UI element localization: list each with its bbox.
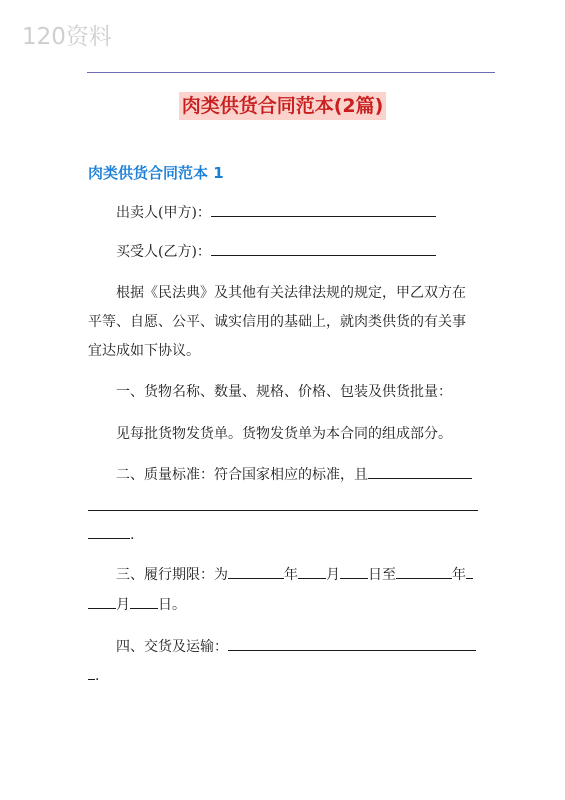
item2-line2 <box>88 496 480 517</box>
start-day-blank <box>340 564 368 579</box>
unit-year-end: 年 <box>452 567 466 583</box>
seller-blank <box>211 202 436 217</box>
buyer-label: 买受人(乙方)： <box>116 244 211 260</box>
item2-blank-3 <box>88 524 130 539</box>
item2-label: 二、质量标准：符合国家相应的标准，且 <box>116 467 368 483</box>
item3-line <box>88 564 508 585</box>
unit-month: 月 <box>326 567 340 583</box>
buyer-blank <box>211 241 436 256</box>
unit-day-end: 日。 <box>158 597 186 613</box>
item4-label: 四、交货及运输： <box>116 639 228 655</box>
section-heading: 肉类供货合同范本 1 <box>88 164 224 182</box>
item2-period: . <box>130 527 135 543</box>
seller-line <box>88 202 508 223</box>
para1-line3: 宜达成如下协议。 <box>88 343 200 359</box>
end-month-blank <box>88 594 116 609</box>
end-year-tail-blank <box>466 564 473 579</box>
item3-line2 <box>88 594 480 615</box>
document-title: 肉类供货合同范本(2篇) <box>179 92 387 120</box>
para1-line1: 根据《民法典》及其他有关法律法规的规定，甲乙双方在 <box>116 285 466 301</box>
start-month-blank <box>298 564 326 579</box>
item1-text: 见每批货物发货单。货物发货单为本合同的组成部分。 <box>116 426 452 442</box>
document-title-wrap <box>0 92 565 120</box>
item2-blank-1 <box>368 464 472 479</box>
item2-line <box>88 464 508 485</box>
item4-blank-1 <box>228 636 476 651</box>
item4-line <box>88 636 508 657</box>
item3-label: 三、履行期限：为 <box>116 567 228 583</box>
seller-label: 出卖人(甲方)： <box>116 205 211 221</box>
item1-heading: 一、货物名称、数量、规格、价格、包装及供货批量： <box>116 384 452 400</box>
watermark: 120资料 <box>22 24 112 50</box>
end-year-blank <box>396 564 452 579</box>
item4-line2 <box>88 665 480 686</box>
unit-day-to: 日至 <box>368 567 396 583</box>
para1-line2: 平等、自愿、公平、诚实信用的基础上，就肉类供货的有关事 <box>88 314 466 330</box>
item4-period: . <box>95 668 100 684</box>
item2-line3 <box>88 524 480 545</box>
start-year-blank <box>228 564 284 579</box>
end-day-blank <box>130 594 158 609</box>
unit-year: 年 <box>284 567 298 583</box>
item4-blank-2 <box>88 665 95 680</box>
item2-blank-2 <box>88 496 478 511</box>
buyer-line <box>88 241 508 262</box>
unit-month-end: 月 <box>116 597 130 613</box>
header-rule <box>87 72 495 73</box>
